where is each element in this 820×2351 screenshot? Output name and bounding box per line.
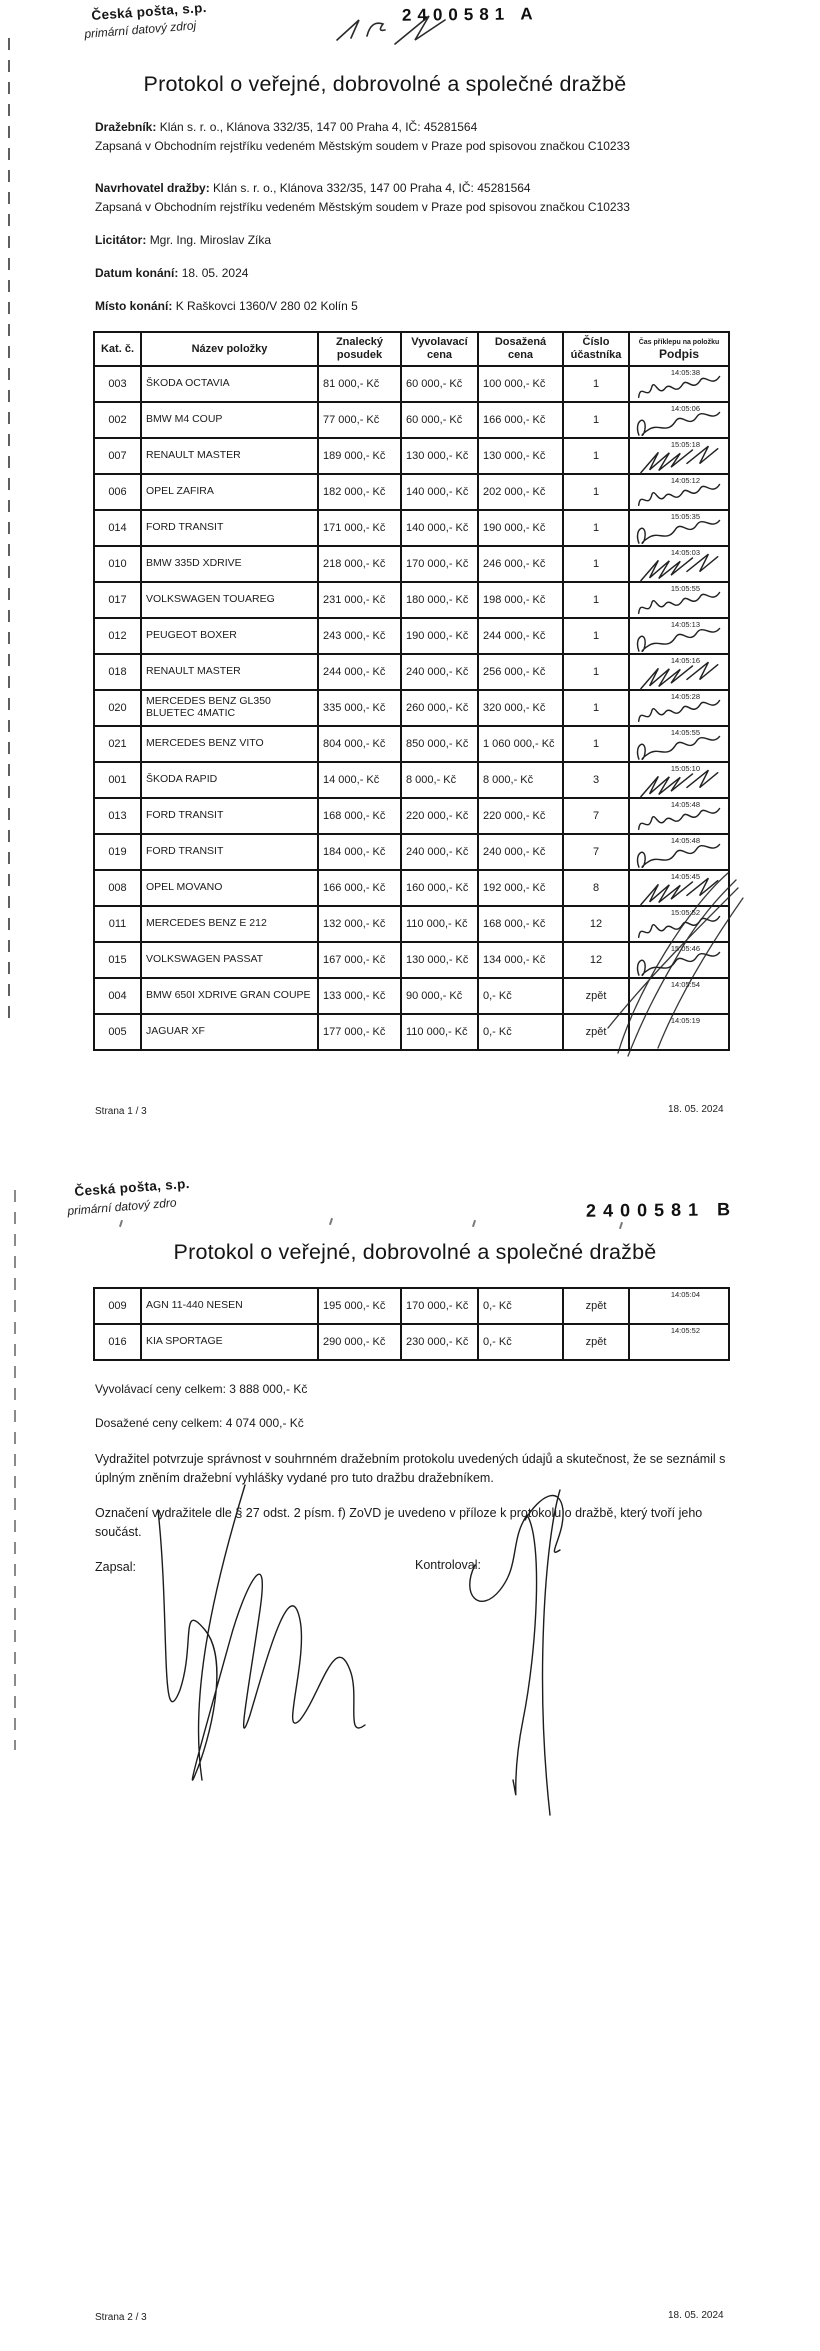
cell-vyvolavaci: 130 000,- Kč (401, 942, 478, 978)
cell-znalecky: 166 000,- Kč (318, 870, 401, 906)
cell-vyvolavaci: 110 000,- Kč (401, 906, 478, 942)
cell-nazev: RENAULT MASTER (141, 654, 318, 690)
auction-row (94, 510, 729, 546)
cell-vyvolavaci: 8 000,- Kč (401, 762, 478, 798)
page-number: Strana 2 / 3 (95, 2312, 147, 2323)
cell-podpis (629, 798, 729, 834)
scan-mark (329, 1218, 333, 1225)
cell-dosazena: 320 000,- Kč (478, 690, 563, 726)
hammer-time: 15:05:55 (670, 584, 701, 593)
hammer-time: 14:05:06 (670, 404, 701, 413)
cell-podpis (629, 438, 729, 474)
cell-znalecky: 804 000,- Kč (318, 726, 401, 762)
scan-edge-artifact (8, 38, 10, 1028)
cell-nazev: ŠKODA OCTAVIA (141, 366, 318, 402)
cell-dosazena: 246 000,- Kč (478, 546, 563, 582)
cell-ucastnik: 1 (563, 438, 629, 474)
hammer-time: 14:05:19 (670, 1016, 701, 1025)
cell-kat: 005 (94, 1014, 141, 1050)
cell-kat: 008 (94, 870, 141, 906)
cell-dosazena: 244 000,- Kč (478, 618, 563, 654)
datum-value: 18. 05. 2024 (181, 266, 249, 280)
auction-table-body (94, 1288, 729, 1360)
drazebnik-value: Klán s. r. o., Klánova 332/35, 147 00 Praha 4, IČ: 45281564 (159, 120, 478, 134)
signature-scribble (633, 835, 726, 874)
auction-row (94, 618, 729, 654)
page-2 (0, 1160, 820, 2351)
cell-nazev: FORD TRANSIT (141, 834, 318, 870)
signature-scribble (633, 763, 726, 802)
cell-podpis (629, 906, 729, 942)
cell-podpis (629, 510, 729, 546)
auction-row (94, 1324, 729, 1360)
hammer-time: 14:05:54 (670, 980, 701, 989)
cell-kat: 007 (94, 438, 141, 474)
cell-dosazena: 220 000,- Kč (478, 798, 563, 834)
cell-kat: 002 (94, 402, 141, 438)
hammer-time: 14:05:04 (670, 1290, 701, 1299)
confirmation-paragraph: Vydražitel potvrzuje správnost v souhrnném dražebním protokolu uvedených údajů a skutečnost, že se seznámil s úplným zněním dražební vyhlášky vydané pro tuto dražbu dražebníkem. (95, 1452, 726, 1485)
page-number: Strana 1 / 3 (95, 1106, 147, 1117)
cell-podpis (629, 474, 729, 510)
cell-nazev: OPEL MOVANO (141, 870, 318, 906)
auction-table (93, 331, 730, 1051)
cell-ucastnik: 7 (563, 834, 629, 870)
cell-znalecky: 218 000,- Kč (318, 546, 401, 582)
cell-podpis (629, 870, 729, 906)
cell-ucastnik: 1 (563, 402, 629, 438)
cell-znalecky: 244 000,- Kč (318, 654, 401, 690)
cell-vyvolavaci: 60 000,- Kč (401, 366, 478, 402)
cell-vyvolavaci: 110 000,- Kč (401, 1014, 478, 1050)
cell-kat: 009 (94, 1288, 141, 1324)
hammer-time: 14:05:13 (670, 620, 701, 629)
cell-dosazena: 240 000,- Kč (478, 834, 563, 870)
header-cas-priklepu: Čas příklepu na položku (638, 339, 720, 347)
cell-ucastnik: 1 (563, 474, 629, 510)
cell-nazev: PEUGEOT BOXER (141, 618, 318, 654)
cell-znalecky: 177 000,- Kč (318, 1014, 401, 1050)
drazebnik-registry: Zapsaná v Obchodním rejstříku vedeném Městským soudem v Praze pod spisovou značkou C10233 (95, 139, 630, 153)
cell-nazev: RENAULT MASTER (141, 438, 318, 474)
cell-vyvolavaci: 140 000,- Kč (401, 510, 478, 546)
cell-podpis (629, 942, 729, 978)
cell-kat: 021 (94, 726, 141, 762)
cell-vyvolavaci: 130 000,- Kč (401, 438, 478, 474)
cell-vyvolavaci: 160 000,- Kč (401, 870, 478, 906)
cell-nazev: MERCEDES BENZ GL350 BLUETEC 4MATIC (141, 690, 318, 726)
cell-znalecky: 290 000,- Kč (318, 1324, 401, 1360)
cell-nazev: ŠKODA RAPID (141, 762, 318, 798)
auction-row (94, 726, 729, 762)
hammer-time: 14:05:45 (670, 872, 701, 881)
footer-date: 18. 05. 2024 (668, 1104, 724, 1115)
org-subtitle: primární datový zdro (66, 1195, 178, 1218)
cell-nazev: OPEL ZAFIRA (141, 474, 318, 510)
hammer-time: 14:05:16 (670, 656, 701, 665)
scan-edge-artifact (14, 1190, 16, 1750)
cell-ucastnik: zpět (563, 1288, 629, 1324)
cell-podpis (629, 1014, 729, 1050)
auction-row (94, 834, 729, 870)
hammer-time: 14:05:03 (670, 548, 701, 557)
cell-vyvolavaci: 170 000,- Kč (401, 1288, 478, 1324)
cell-podpis (629, 726, 729, 762)
auction-row (94, 1288, 729, 1324)
scan-mark (472, 1220, 476, 1227)
cell-ucastnik: 1 (563, 510, 629, 546)
scan-mark (619, 1222, 623, 1229)
auction-row (94, 546, 729, 582)
signature-scribble (633, 619, 726, 658)
cell-dosazena: 192 000,- Kč (478, 870, 563, 906)
page-1 (0, 0, 820, 1160)
signature-scribble (633, 799, 726, 838)
cell-ucastnik: 8 (563, 870, 629, 906)
designation-paragraph: Označení vydražitele dle § 27 odst. 2 písm. f) ZoVD je uvedeno v příloze k protokolu o dražbě, který tvoří jeho součást. (95, 1506, 703, 1539)
cell-vyvolavaci: 230 000,- Kč (401, 1324, 478, 1360)
misto-value: K Raškovci 1360/V 280 02 Kolín 5 (175, 299, 358, 313)
kontroloval-label: Kontroloval: (415, 1558, 482, 1572)
signature-scribble (633, 511, 726, 550)
signature-scribble (633, 475, 726, 514)
cell-podpis (629, 402, 729, 438)
cell-dosazena: 256 000,- Kč (478, 654, 563, 690)
auction-row (94, 762, 729, 798)
auction-row (94, 402, 729, 438)
achieved-price-total: Dosažené ceny celkem: 4 074 000,- Kč (95, 1416, 304, 1430)
auction-table-continued (93, 1287, 730, 1361)
cell-znalecky: 133 000,- Kč (318, 978, 401, 1014)
header-kat: Kat. č. (94, 332, 141, 366)
cell-znalecky: 132 000,- Kč (318, 906, 401, 942)
cell-dosazena: 190 000,- Kč (478, 510, 563, 546)
document-title: Protokol o veřejné, dobrovolné a společné dražbě (173, 1240, 657, 1264)
cell-znalecky: 243 000,- Kč (318, 618, 401, 654)
cell-kat: 017 (94, 582, 141, 618)
hammer-time: 14:05:55 (670, 728, 701, 737)
cell-dosazena: 1 060 000,- Kč (478, 726, 563, 762)
cell-nazev: VOLKSWAGEN TOUAREG (141, 582, 318, 618)
cell-dosazena: 130 000,- Kč (478, 438, 563, 474)
cell-znalecky: 184 000,- Kč (318, 834, 401, 870)
signature-scribble (633, 367, 726, 406)
cell-vyvolavaci: 850 000,- Kč (401, 726, 478, 762)
cell-podpis (629, 762, 729, 798)
scan-mark (119, 1220, 123, 1227)
auction-row (94, 978, 729, 1014)
licitator-value: Mgr. Ing. Miroslav Zíka (149, 233, 272, 247)
cell-vyvolavaci: 90 000,- Kč (401, 978, 478, 1014)
auction-row (94, 654, 729, 690)
cell-znalecky: 14 000,- Kč (318, 762, 401, 798)
signature-scribble (633, 943, 726, 982)
cell-dosazena: 0,- Kč (478, 1288, 563, 1324)
signature-scribble (633, 583, 726, 622)
cell-ucastnik: 12 (563, 906, 629, 942)
cell-ucastnik: 1 (563, 366, 629, 402)
cell-kat: 010 (94, 546, 141, 582)
signature-scribble (633, 907, 726, 946)
cell-dosazena: 8 000,- Kč (478, 762, 563, 798)
cell-dosazena: 0,- Kč (478, 1324, 563, 1360)
cell-nazev: FORD TRANSIT (141, 798, 318, 834)
cell-kat: 019 (94, 834, 141, 870)
cell-vyvolavaci: 190 000,- Kč (401, 618, 478, 654)
stamp-number-a: 2400581 A (401, 4, 539, 25)
cell-ucastnik: 7 (563, 798, 629, 834)
auction-row (94, 870, 729, 906)
licitator-label: Licitátor: (95, 233, 147, 247)
cell-ucastnik: zpět (563, 1324, 629, 1360)
cell-nazev: AGN 11-440 NESEN (141, 1288, 318, 1324)
hammer-time: 14:05:28 (670, 692, 701, 701)
drazebnik-label: Dražebník: (95, 120, 157, 134)
auction-row (94, 582, 729, 618)
cell-podpis (629, 978, 729, 1014)
cell-vyvolavaci: 260 000,- Kč (401, 690, 478, 726)
cell-podpis (629, 582, 729, 618)
cell-vyvolavaci: 220 000,- Kč (401, 798, 478, 834)
cell-znalecky: 168 000,- Kč (318, 798, 401, 834)
auction-row (94, 366, 729, 402)
header-podpis (629, 332, 729, 366)
cell-vyvolavaci: 240 000,- Kč (401, 834, 478, 870)
hammer-time: 14:05:52 (670, 1326, 701, 1335)
cell-dosazena: 0,- Kč (478, 1014, 563, 1050)
cell-znalecky: 231 000,- Kč (318, 582, 401, 618)
cell-nazev: VOLKSWAGEN PASSAT (141, 942, 318, 978)
starting-price-total: Vyvolávací ceny celkem: 3 888 000,- Kč (95, 1382, 308, 1396)
header-podpis-label: Podpis (658, 346, 699, 361)
cell-dosazena: 202 000,- Kč (478, 474, 563, 510)
header-vyvolavaci: Vyvolavací cena (401, 332, 478, 366)
cell-kat: 014 (94, 510, 141, 546)
cell-ucastnik: 1 (563, 726, 629, 762)
cell-ucastnik: 1 (563, 618, 629, 654)
cell-vyvolavaci: 60 000,- Kč (401, 402, 478, 438)
navrhovatel-value: Klán s. r. o., Klánova 332/35, 147 00 Praha 4, IČ: 45281564 (213, 181, 531, 195)
cell-ucastnik: zpět (563, 1014, 629, 1050)
cell-dosazena: 100 000,- Kč (478, 366, 563, 402)
cell-kat: 004 (94, 978, 141, 1014)
cell-kat: 020 (94, 690, 141, 726)
cell-znalecky: 182 000,- Kč (318, 474, 401, 510)
cell-kat: 003 (94, 366, 141, 402)
cell-nazev: MERCEDES BENZ VITO (141, 726, 318, 762)
signature-scribble (633, 403, 726, 442)
cell-znalecky: 189 000,- Kč (318, 438, 401, 474)
cell-nazev: KIA SPORTAGE (141, 1324, 318, 1360)
auction-row (94, 798, 729, 834)
hammer-time: 14:05:38 (670, 368, 701, 377)
auction-row (94, 690, 729, 726)
org-name: Česká pošta, s.p. (73, 1175, 191, 1199)
cell-podpis (629, 1288, 729, 1324)
auction-row (94, 1014, 729, 1050)
auction-table-header-row (94, 332, 729, 366)
cell-podpis (629, 1324, 729, 1360)
signature-scribble (633, 547, 726, 586)
cell-podpis (629, 834, 729, 870)
cell-znalecky: 171 000,- Kč (318, 510, 401, 546)
cell-nazev: BMW 335D XDRIVE (141, 546, 318, 582)
cell-kat: 018 (94, 654, 141, 690)
cell-podpis (629, 654, 729, 690)
cell-nazev: JAGUAR XF (141, 1014, 318, 1050)
cell-vyvolavaci: 170 000,- Kč (401, 546, 478, 582)
cell-znalecky: 335 000,- Kč (318, 690, 401, 726)
cell-vyvolavaci: 140 000,- Kč (401, 474, 478, 510)
navrhovatel-registry: Zapsaná v Obchodním rejstříku vedeném Městským soudem v Praze pod spisovou značkou C10233 (95, 200, 630, 214)
hammer-time: 14:05:48 (670, 836, 701, 845)
hammer-time: 14:05:48 (670, 800, 701, 809)
cell-podpis (629, 690, 729, 726)
hammer-time: 15:05:46 (670, 944, 701, 953)
auction-row (94, 906, 729, 942)
cell-ucastnik: zpět (563, 978, 629, 1014)
cell-vyvolavaci: 180 000,- Kč (401, 582, 478, 618)
cell-ucastnik: 1 (563, 654, 629, 690)
signature-scribble (633, 439, 726, 478)
signature-scribble (633, 691, 726, 730)
cell-kat: 006 (94, 474, 141, 510)
hammer-time: 15:05:52 (670, 908, 701, 917)
cell-ucastnik: 3 (563, 762, 629, 798)
cell-nazev: BMW 650I XDRIVE GRAN COUPE (141, 978, 318, 1014)
cell-kat: 001 (94, 762, 141, 798)
cell-nazev: FORD TRANSIT (141, 510, 318, 546)
cell-kat: 016 (94, 1324, 141, 1360)
cell-ucastnik: 1 (563, 582, 629, 618)
cell-znalecky: 77 000,- Kč (318, 402, 401, 438)
auction-row (94, 942, 729, 978)
hammer-time: 15:05:35 (670, 512, 701, 521)
cell-podpis (629, 546, 729, 582)
cell-dosazena: 0,- Kč (478, 978, 563, 1014)
hammer-time: 15:05:18 (670, 440, 701, 449)
cell-ucastnik: 1 (563, 690, 629, 726)
datum-label: Datum konání: (95, 266, 179, 280)
cell-kat: 012 (94, 618, 141, 654)
cell-dosazena: 198 000,- Kč (478, 582, 563, 618)
signature-scribble (633, 871, 726, 910)
cell-vyvolavaci: 240 000,- Kč (401, 654, 478, 690)
zapsal-label: Zapsal: (95, 1560, 136, 1574)
cell-podpis (629, 618, 729, 654)
cell-dosazena: 168 000,- Kč (478, 906, 563, 942)
cell-znalecky: 195 000,- Kč (318, 1288, 401, 1324)
cell-ucastnik: 12 (563, 942, 629, 978)
misto-label: Místo konání: (95, 299, 173, 313)
cell-nazev: BMW M4 COUP (141, 402, 318, 438)
stamp-number-b: 2400581 B (585, 1199, 738, 1221)
document-title: Protokol o veřejné, dobrovolné a společné dražbě (143, 72, 627, 96)
cell-kat: 015 (94, 942, 141, 978)
header-znalecky: Znalecký posudek (318, 332, 401, 366)
navrhovatel-label: Navrhovatel dražby: (95, 181, 210, 195)
footer-date: 18. 05. 2024 (668, 2310, 724, 2321)
cell-kat: 011 (94, 906, 141, 942)
org-name: Česká pošta, s.p. (90, 0, 208, 24)
header-nazev: Název položky (141, 332, 318, 366)
cell-ucastnik: 1 (563, 546, 629, 582)
hammer-time: 15:05:10 (670, 764, 701, 773)
header-ucastnik: Číslo účastníka (563, 332, 629, 366)
hammer-time: 14:05:12 (670, 476, 701, 485)
cell-znalecky: 81 000,- Kč (318, 366, 401, 402)
auction-row (94, 438, 729, 474)
header-dosazena: Dosažená cena (478, 332, 563, 366)
auction-row (94, 474, 729, 510)
cell-nazev: MERCEDES BENZ E 212 (141, 906, 318, 942)
org-subtitle: primární datový zdroj (83, 18, 197, 41)
cell-dosazena: 134 000,- Kč (478, 942, 563, 978)
cell-podpis (629, 366, 729, 402)
signature-scribble (633, 727, 726, 766)
cell-kat: 013 (94, 798, 141, 834)
cell-dosazena: 166 000,- Kč (478, 402, 563, 438)
auction-table-body (94, 366, 729, 1050)
signature-scribble (633, 655, 726, 694)
cell-znalecky: 167 000,- Kč (318, 942, 401, 978)
